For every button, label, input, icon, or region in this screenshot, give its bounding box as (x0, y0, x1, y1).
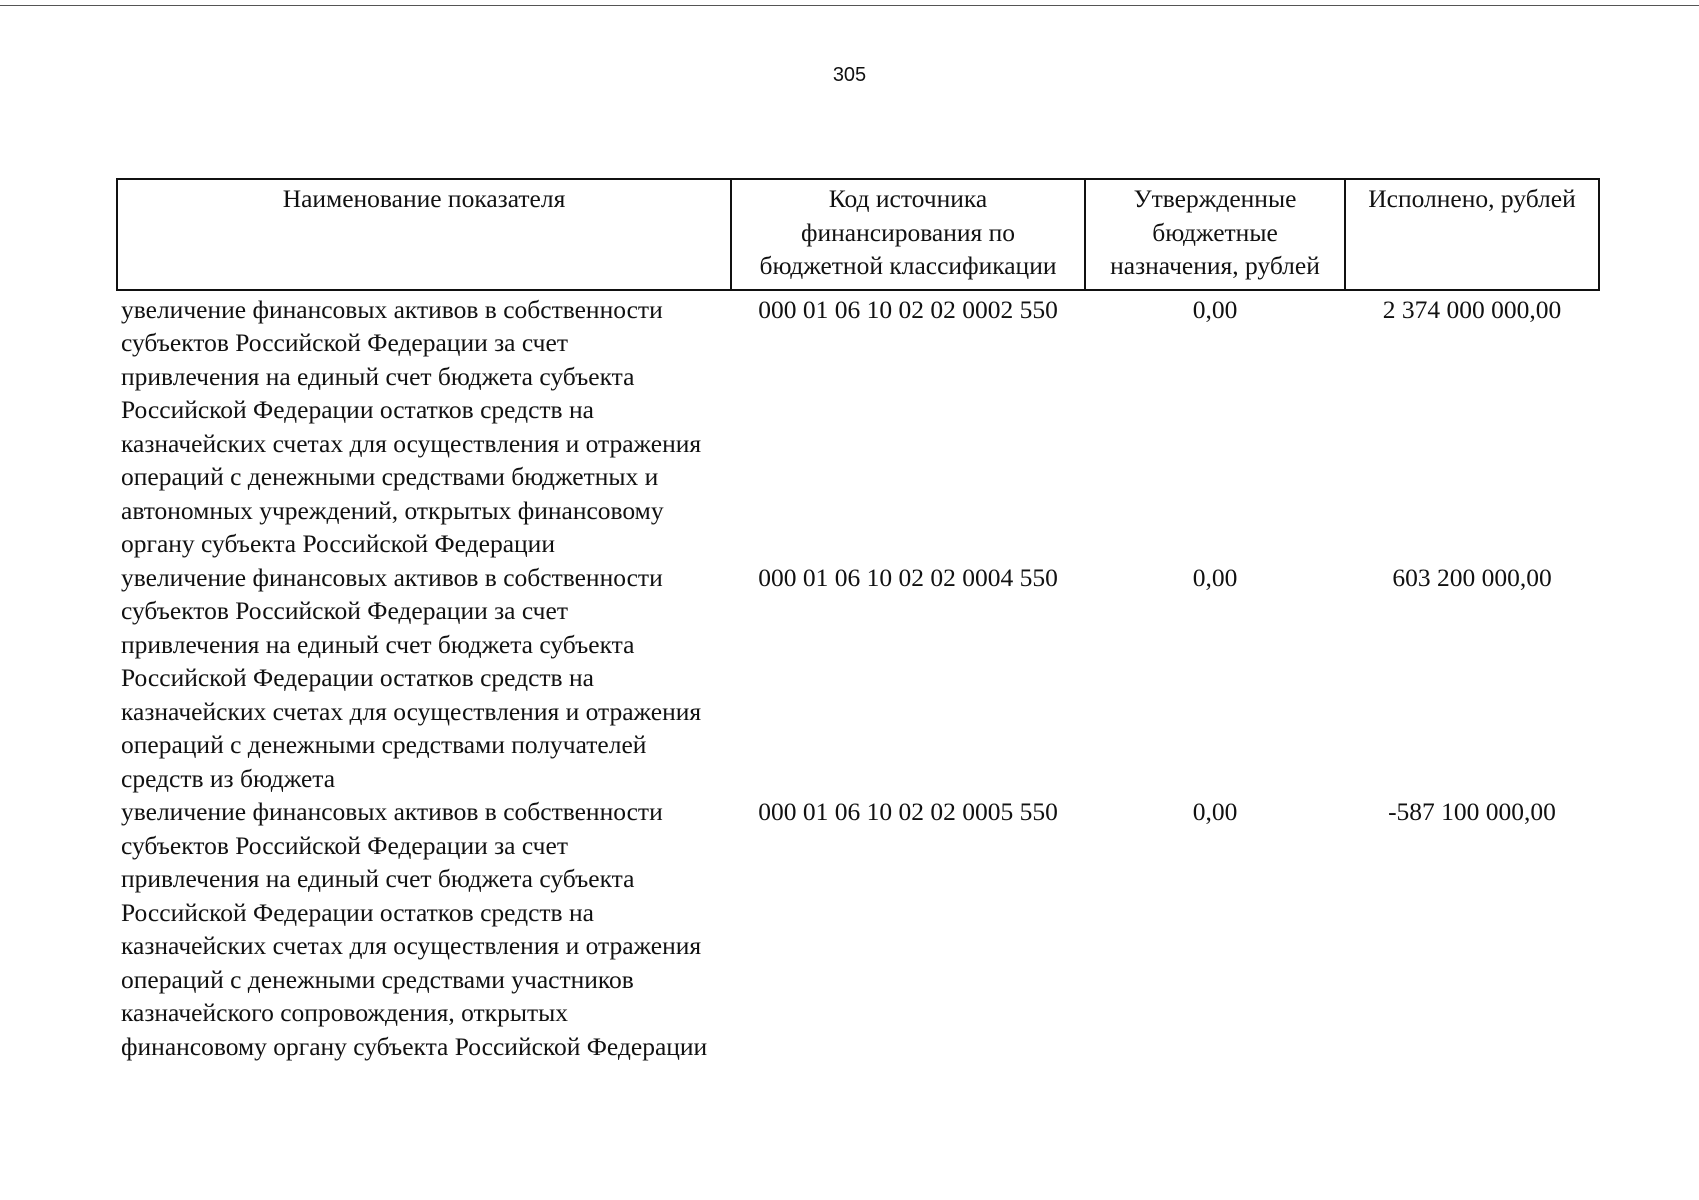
row-code: 000 01 06 10 02 02 0002 550 (758, 294, 1058, 324)
row-executed: 2 374 000 000,00 (1382, 294, 1562, 324)
row-executed: 603 200 000,00 (1392, 562, 1552, 592)
page-number: 305 (832, 64, 867, 86)
row-name: увеличение финансовых активов в собственности субъектов Российской Федерации за счет привлечения на единый счет бюджета субъекта Российской Федерации остатков средств на казначейских счетах для осуществления и отражения операций с денежными средствами получателей средств из бюджета (121, 562, 702, 793)
top-rule (0, 5, 1699, 6)
header-name: Наименование показателя (117, 179, 731, 290)
table-row (117, 290, 1599, 561)
header-code: Код источника финансирования по бюджетной классификации (731, 179, 1085, 290)
row-approved: 0,00 (1192, 562, 1238, 592)
budget-sources-table (116, 178, 1600, 1063)
table-header (117, 179, 1599, 290)
row-name: увеличение финансовых активов в собственности субъектов Российской Федерации за счет привлечения на единый счет бюджета субъекта Российской Федерации остатков средств на казначейских счетах для осуществления и отражения операций с денежными средствами бюджетных и автономных учреждений, открытых финансовому органу субъекта Российской Федерации (121, 294, 702, 558)
row-executed: -587 100 000,00 (1388, 797, 1556, 826)
header-row (117, 179, 1599, 290)
row-name: увеличение финансовых активов в собственности субъектов Российской Федерации за счет привлечения на единый счет бюджета субъекта Российской Федерации остатков средств на казначейских счетах для осуществления и отражения операций с денежными средствами участников казначейского сопровождения, открытых финансовому органу субъекта Российской Федерации (121, 797, 708, 1061)
row-code: 000 01 06 10 02 02 0005 550 (758, 797, 1058, 826)
row-code: 000 01 06 10 02 02 0004 550 (758, 562, 1058, 592)
header-executed: Исполнено, рублей (1345, 179, 1599, 290)
table-row (117, 561, 1599, 796)
row-approved: 0,00 (1192, 294, 1238, 324)
table-body (117, 290, 1599, 1064)
row-approved: 0,00 (1192, 797, 1238, 826)
header-approved: Утвержденные бюджетные назначения, рублей (1085, 179, 1345, 290)
table-row (117, 795, 1599, 1063)
